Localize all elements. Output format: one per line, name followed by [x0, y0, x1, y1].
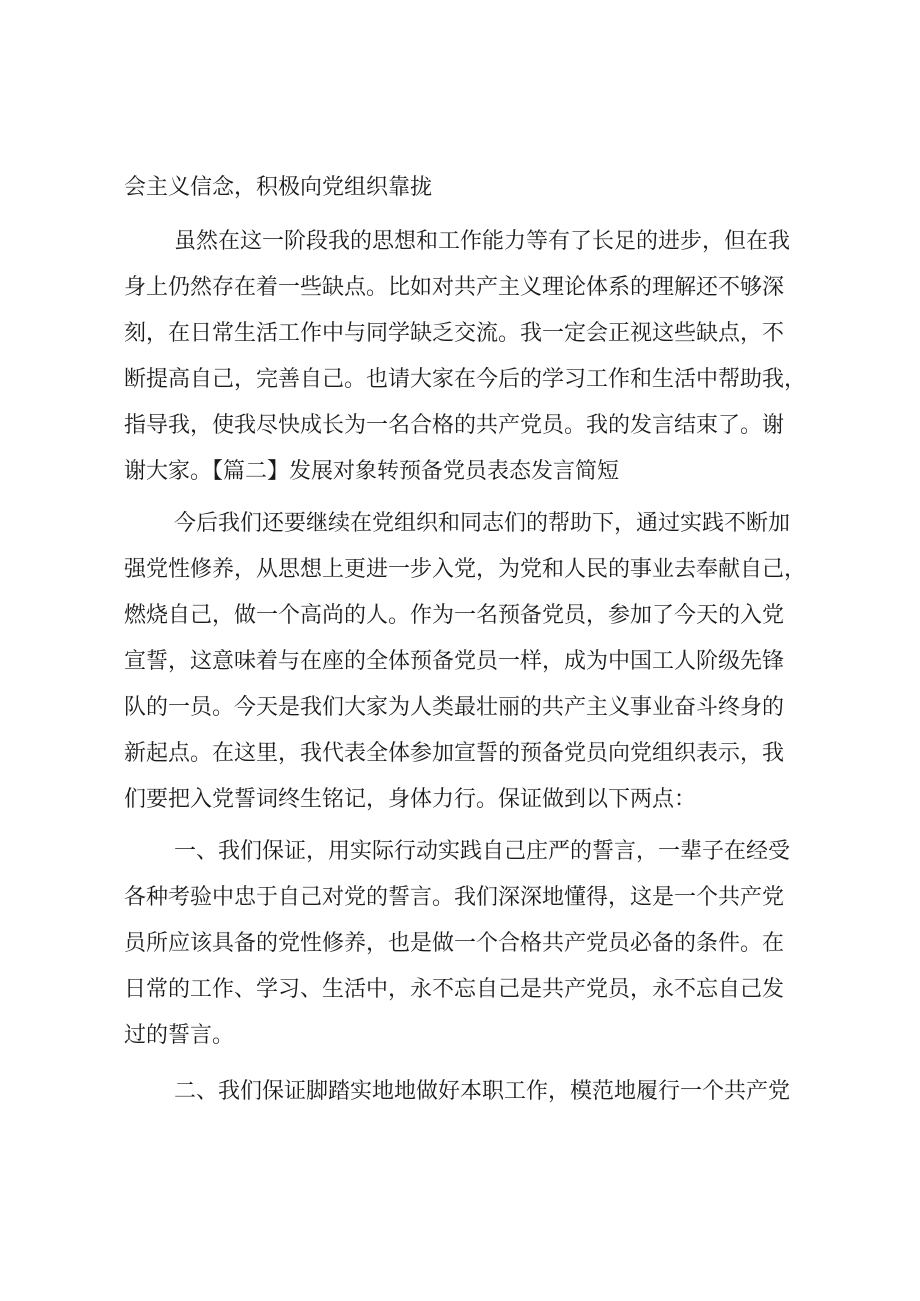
text-line: 今后我们还要继续在党组织和同志们的帮助下，通过实践不断加: [174, 511, 791, 536]
text-line: 虽然在这一阶段我的思想和工作能力等有了长足的进步，但在我: [174, 229, 791, 254]
text-line: 们要把入党誓词终生铭记，身体力行。保证做到以下两点：: [124, 787, 697, 812]
text-line: 员所应该具备的党性修养，也是做一个合格共产党员必备的条件。在: [124, 931, 785, 956]
text-line: 断提高自己，完善自己。也请大家在今后的学习工作和生活中帮助我，: [124, 367, 807, 392]
text-line: 身上仍然存在着一些缺点。比如对共产主义理论体系的理解还不够深: [124, 275, 785, 300]
text-line: 二、我们保证脚踏实地地做好本职工作，模范地履行一个共产党: [174, 1079, 791, 1104]
text-line: 新起点。在这里，我代表全体参加宣誓的预备党员向党组织表示，我: [124, 741, 785, 766]
text-line: 宣誓，这意味着与在座的全体预备党员一样，成为中国工人阶级先锋: [124, 649, 785, 674]
text-line: 刻，在日常生活工作中与同学缺乏交流。我一定会正视这些缺点，不: [124, 321, 785, 346]
text-line: 指导我，使我尽快成长为一名合格的共产党员。我的发言结束了。谢: [124, 413, 785, 438]
text-line: 过的誓言。: [124, 1023, 235, 1048]
text-line: 一、我们保证，用实际行动实践自己庄严的誓言，一辈子在经受: [174, 839, 791, 864]
text-line: 强党性修养，从思想上更进一步入党，为党和人民的事业去奉献自己，: [124, 557, 807, 582]
text-line: 谢大家。【篇二】发展对象转预备党员表态发言简短: [124, 459, 620, 484]
text-line: 队的一员。今天是我们大家为人类最壮丽的共产主义事业奋斗终身的: [124, 695, 785, 720]
text-line: 各种考验中忠于自己对党的誓言。我们深深地懂得，这是一个共产党: [124, 885, 785, 910]
text-line: 日常的工作、学习、生活中，永不忘自己是共产党员，永不忘自己发: [124, 977, 785, 1002]
text-line: 会主义信念，积极向党组织靠拢: [124, 175, 433, 200]
text-line: 燃烧自己，做一个高尚的人。作为一名预备党员，参加了今天的入党: [124, 603, 785, 628]
